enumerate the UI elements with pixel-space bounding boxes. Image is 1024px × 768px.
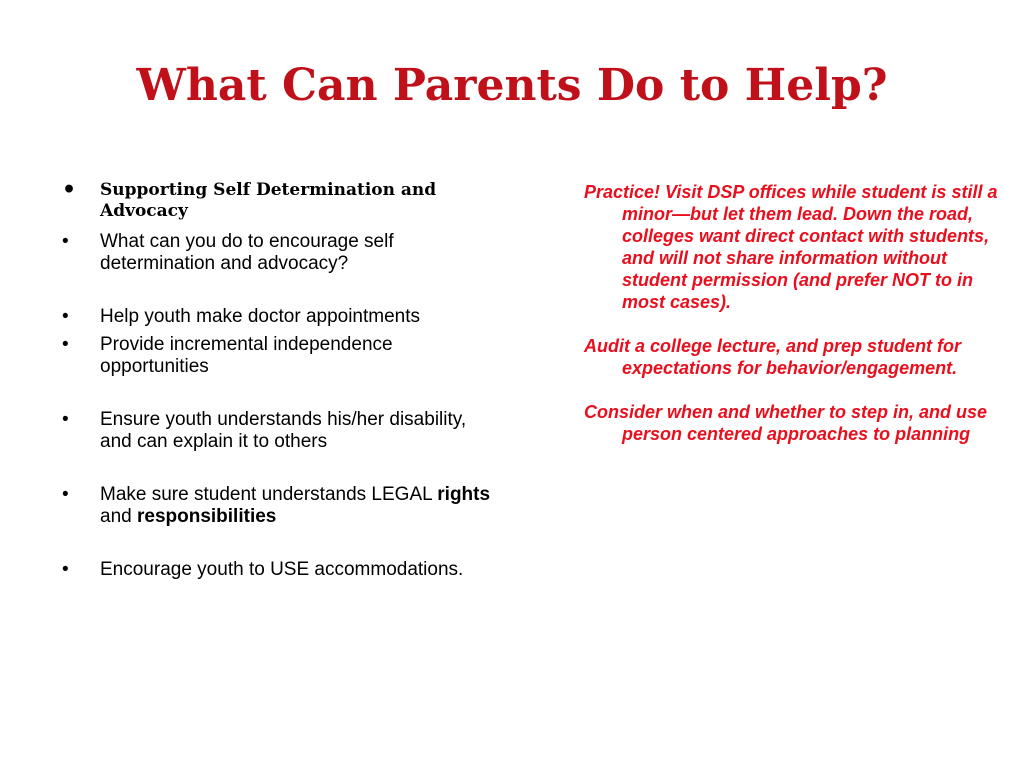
left-bullet-list: [58, 177, 498, 581]
list-item: [58, 409, 498, 453]
list-item-text-part: Make sure student understands LEGAL: [100, 484, 438, 505]
list-item-text: [100, 484, 490, 527]
right-paragraph-audit: Audit a college lecture, and prep student for expectations for behavior/engagement.: [584, 336, 962, 378]
list-heading-text: Supporting Self Determination and Advocacy: [100, 180, 437, 221]
bullet-icon: •: [62, 409, 69, 430]
list-item: [58, 559, 498, 581]
slide-title: What Can Parents Do to Help?: [136, 60, 888, 111]
list-item: [58, 231, 498, 275]
right-column: [584, 181, 1012, 445]
right-paragraph-practice: Practice! Visit DSP offices while student is still a minor—but let them lead. Down the road, colleges want direct contact with students, and will not share information without student permission (and prefer NOT to in most cases).: [584, 182, 998, 312]
bullet-icon: •: [62, 231, 69, 252]
right-paragraph-consider: Consider when and whether to step in, and use person centered approaches to planning: [584, 402, 988, 444]
bullet-icon: •: [62, 306, 69, 327]
list-item-text: Encourage youth to USE accommodations.: [100, 559, 464, 580]
list-item: [58, 334, 498, 378]
bullet-icon: •: [62, 334, 69, 355]
list-item-text-part: and: [100, 506, 137, 527]
list-item-text: Provide incremental independence opportunities: [100, 334, 393, 377]
list-item-text: What can you do to encourage self determination and advocacy?: [100, 231, 394, 274]
list-item: [58, 484, 498, 528]
list-item-text: Ensure youth understands his/her disability, and can explain it to others: [100, 409, 467, 452]
rights-emphasis: rights: [437, 484, 491, 505]
list-item: [58, 306, 498, 328]
bullet-icon: •: [62, 559, 69, 580]
list-heading: [58, 177, 498, 222]
list-item-text: Help youth make doctor appointments: [100, 306, 421, 327]
bullet-icon: •: [62, 484, 69, 505]
left-column: [58, 177, 498, 581]
responsibilities-emphasis: responsibilities: [136, 506, 277, 527]
bullet-icon: •: [62, 177, 77, 203]
